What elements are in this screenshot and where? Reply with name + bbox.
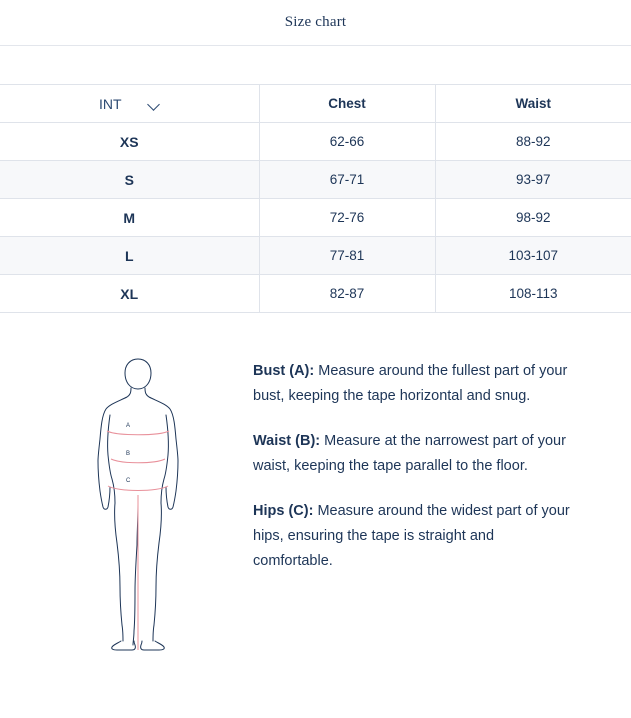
row-chest-l: 77-81 xyxy=(259,237,435,275)
size-table-head xyxy=(0,85,631,123)
marker-c-label: C xyxy=(125,478,130,484)
row-size-s: S xyxy=(0,161,259,199)
marker-b-label: B xyxy=(125,451,130,457)
row-size-xs: XS xyxy=(0,123,259,161)
hips-measure-line xyxy=(108,486,168,491)
page-title: Size chart xyxy=(284,14,347,30)
marker-a-label: A xyxy=(125,423,130,429)
row-chest-s: 67-71 xyxy=(259,161,435,199)
table-header-row xyxy=(0,85,631,123)
table-row xyxy=(0,275,631,313)
row-waist-m: 98-92 xyxy=(435,199,631,237)
column-header-chest: Chest xyxy=(259,85,435,123)
row-size-l: L xyxy=(0,237,259,275)
row-chest-m: 72-76 xyxy=(259,199,435,237)
row-chest-xl: 82-87 xyxy=(259,275,435,313)
instruction-bust xyxy=(253,359,573,409)
row-chest-xs: 62-66 xyxy=(259,123,435,161)
row-waist-xl: 108-113 xyxy=(435,275,631,313)
table-row xyxy=(0,123,631,161)
instruction-hips xyxy=(253,499,573,574)
table-row xyxy=(0,199,631,237)
instruction-waist-label: Waist (B): xyxy=(253,433,321,449)
column-header-int[interactable] xyxy=(0,85,259,123)
table-row xyxy=(0,161,631,199)
bust-measure-line xyxy=(107,431,169,435)
size-table-container xyxy=(0,84,631,313)
column-header-waist: Waist xyxy=(435,85,631,123)
instructions-column xyxy=(253,353,591,655)
column-header-int-label: INT xyxy=(98,95,122,112)
instruction-waist xyxy=(253,429,573,479)
row-waist-s: 93-97 xyxy=(435,161,631,199)
instruction-bust-label: Bust (A): xyxy=(253,363,315,379)
row-size-xl: XL xyxy=(0,275,259,313)
table-row xyxy=(0,237,631,275)
instruction-hips-label: Hips (C): xyxy=(253,503,314,519)
instruction-bust-text: Measure around the fullest part of your bust, keeping the tape horizontal and snug. xyxy=(253,363,568,404)
measurement-guide xyxy=(0,313,631,655)
size-table-body xyxy=(0,123,631,313)
instruction-waist-text: Measure at the narrowest part of your waist, keeping the tape parallel to the floor. xyxy=(253,433,566,474)
row-waist-xs: 88-92 xyxy=(435,123,631,161)
instruction-hips-text: Measure around the widest part of your hips, ensuring the tape is straight and comfortable. xyxy=(253,503,570,569)
page-header xyxy=(0,0,631,46)
row-waist-l: 103-107 xyxy=(435,237,631,275)
waist-measure-line xyxy=(111,459,165,463)
chevron-down-icon[interactable] xyxy=(148,98,160,110)
size-table xyxy=(0,84,631,313)
int-dropdown[interactable] xyxy=(99,96,160,112)
figure-column xyxy=(40,353,235,655)
row-size-m: M xyxy=(0,199,259,237)
female-body-measurement-diagram-icon xyxy=(83,355,193,655)
